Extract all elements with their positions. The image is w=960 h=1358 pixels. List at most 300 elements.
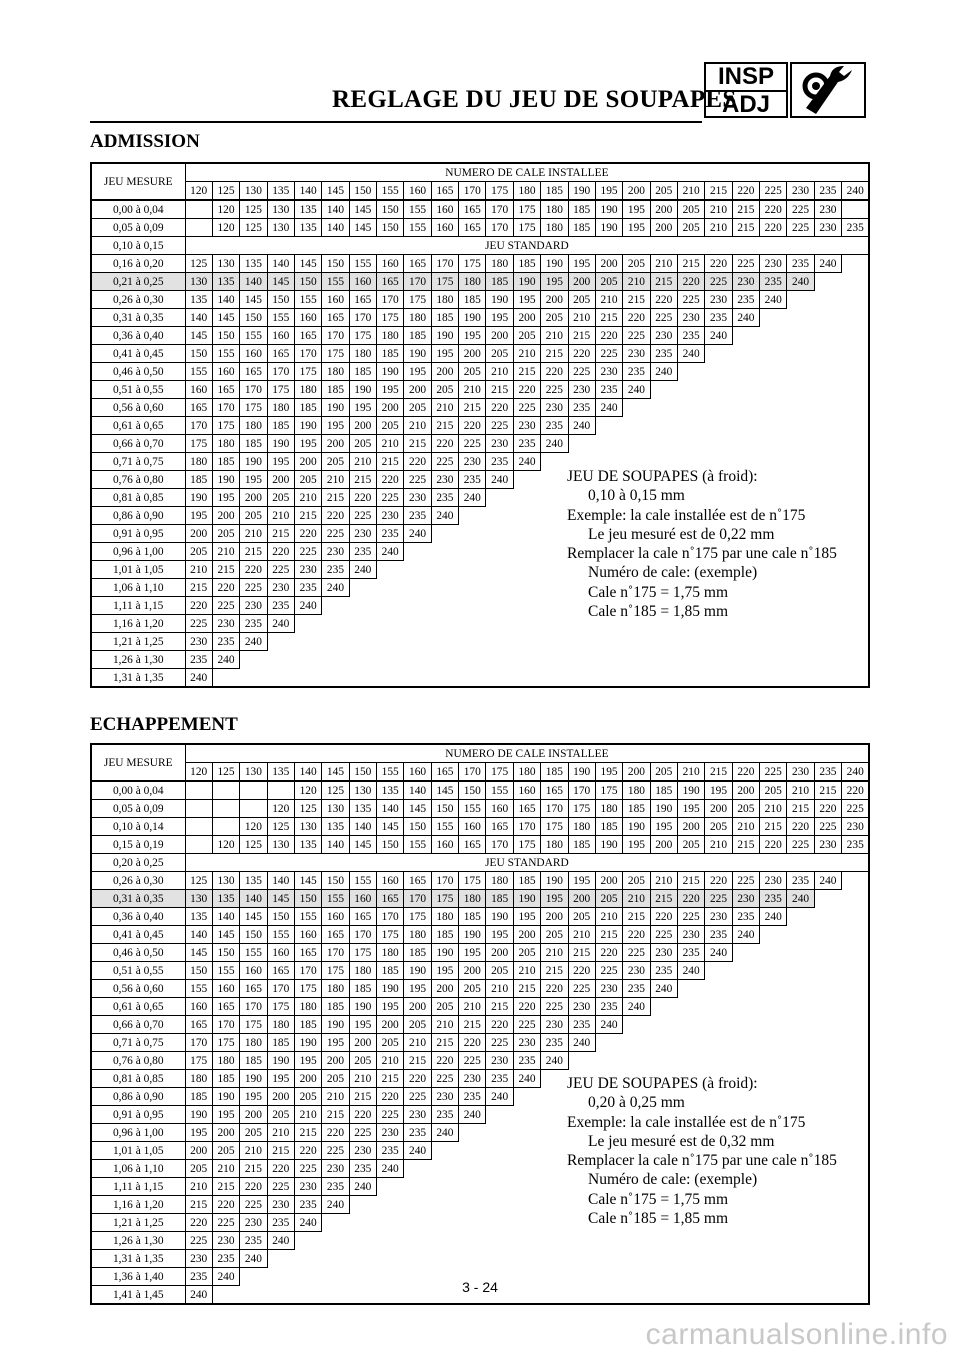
table-row bbox=[91, 651, 869, 669]
shim-value: 160 bbox=[377, 255, 404, 273]
table-row bbox=[91, 1034, 869, 1052]
shim-value: 225 bbox=[212, 597, 239, 615]
empty-cell bbox=[842, 1142, 870, 1160]
empty-cell bbox=[486, 633, 513, 651]
shim-value: 235 bbox=[377, 525, 404, 543]
shim-value: 235 bbox=[486, 1070, 513, 1088]
clearance-range: 0,31 à 0,35 bbox=[91, 309, 185, 327]
shim-value: 145 bbox=[404, 800, 431, 818]
table-row bbox=[91, 327, 869, 345]
empty-cell bbox=[842, 381, 870, 399]
shim-value: 190 bbox=[431, 327, 458, 345]
shim-number-header: 210 bbox=[677, 182, 704, 201]
shim-value: 235 bbox=[513, 435, 540, 453]
shim-value: 240 bbox=[349, 1178, 376, 1196]
empty-cell bbox=[760, 345, 787, 363]
empty-cell bbox=[814, 651, 841, 669]
shim-value: 235 bbox=[705, 309, 732, 327]
table-row bbox=[91, 363, 869, 381]
empty-cell bbox=[842, 1178, 870, 1196]
shim-value: 220 bbox=[677, 890, 704, 908]
empty-cell bbox=[787, 345, 814, 363]
shim-value: 240 bbox=[486, 471, 513, 489]
empty-cell bbox=[814, 363, 841, 381]
shim-value: 175 bbox=[459, 255, 486, 273]
shim-value: 185 bbox=[568, 200, 595, 219]
shim-value: 205 bbox=[322, 1070, 349, 1088]
shim-value: 240 bbox=[814, 872, 841, 890]
empty-cell bbox=[513, 597, 540, 615]
shim-value: 190 bbox=[459, 309, 486, 327]
shim-value: 170 bbox=[431, 872, 458, 890]
shim-value: 225 bbox=[185, 615, 212, 633]
shim-value: 205 bbox=[431, 381, 458, 399]
shim-value: 190 bbox=[185, 1106, 212, 1124]
shim-value: 150 bbox=[240, 926, 267, 944]
shim-value: 120 bbox=[240, 818, 267, 836]
empty-cell bbox=[814, 327, 841, 345]
clearance-range: 1,06 à 1,10 bbox=[91, 1160, 185, 1178]
clearance-range: 0,00 à 0,04 bbox=[91, 781, 185, 800]
shim-value: 215 bbox=[595, 309, 622, 327]
empty-cell bbox=[459, 651, 486, 669]
empty-cell bbox=[185, 800, 212, 818]
shim-value: 170 bbox=[513, 818, 540, 836]
shim-value: 180 bbox=[267, 399, 294, 417]
empty-cell bbox=[787, 669, 814, 688]
empty-cell bbox=[513, 1124, 540, 1142]
empty-cell bbox=[842, 908, 870, 926]
empty-cell bbox=[787, 998, 814, 1016]
empty-cell bbox=[842, 669, 870, 688]
shim-value: 220 bbox=[486, 1016, 513, 1034]
shim-value: 205 bbox=[377, 417, 404, 435]
empty-cell bbox=[459, 1232, 486, 1250]
shim-value: 230 bbox=[650, 327, 677, 345]
shim-value: 215 bbox=[377, 1070, 404, 1088]
empty-cell bbox=[541, 1142, 568, 1160]
shim-value: 215 bbox=[212, 561, 239, 579]
empty-cell bbox=[842, 579, 870, 597]
clearance-range: 1,31 à 1,35 bbox=[91, 1250, 185, 1268]
shim-value: 235 bbox=[459, 1088, 486, 1106]
shim-value: 190 bbox=[240, 453, 267, 471]
shim-number-header: 230 bbox=[787, 182, 814, 201]
shim-number-header: 150 bbox=[349, 182, 376, 201]
table-row bbox=[91, 944, 869, 962]
shim-value: 190 bbox=[541, 255, 568, 273]
shim-value: 155 bbox=[404, 836, 431, 854]
page-number: 3 - 24 bbox=[462, 1279, 498, 1295]
shim-value: 155 bbox=[349, 255, 376, 273]
shim-value: 195 bbox=[431, 962, 458, 980]
shim-value: 165 bbox=[459, 836, 486, 854]
empty-cell bbox=[459, 1214, 486, 1232]
shim-value: 205 bbox=[459, 363, 486, 381]
shim-value: 205 bbox=[212, 1142, 239, 1160]
shim-value: 160 bbox=[349, 273, 376, 291]
shim-value: 240 bbox=[705, 944, 732, 962]
empty-cell bbox=[650, 998, 677, 1016]
shim-value: 240 bbox=[185, 669, 212, 688]
shim-number-header: 195 bbox=[595, 182, 622, 201]
shim-value: 180 bbox=[377, 327, 404, 345]
shim-value: 190 bbox=[240, 1070, 267, 1088]
clearance-range: 0,66 à 0,70 bbox=[91, 435, 185, 453]
shim-number-header: 180 bbox=[513, 763, 540, 782]
note-line: 0,20 à 0,25 mm bbox=[588, 1094, 685, 1112]
empty-cell bbox=[541, 1160, 568, 1178]
empty-cell bbox=[677, 1232, 704, 1250]
clearance-range: 0,86 à 0,90 bbox=[91, 1088, 185, 1106]
empty-cell bbox=[431, 633, 458, 651]
shim-value: 170 bbox=[185, 417, 212, 435]
shim-value: 200 bbox=[431, 980, 458, 998]
empty-cell bbox=[842, 345, 870, 363]
shim-value: 200 bbox=[650, 200, 677, 219]
shim-value: 240 bbox=[568, 417, 595, 435]
empty-cell bbox=[459, 633, 486, 651]
empty-cell bbox=[787, 980, 814, 998]
shim-value: 215 bbox=[404, 1052, 431, 1070]
empty-cell bbox=[732, 435, 759, 453]
note-line: Cale n˚185 = 1,85 mm bbox=[588, 1210, 729, 1228]
shim-value: 205 bbox=[595, 890, 622, 908]
shim-value: 215 bbox=[760, 818, 787, 836]
empty-cell bbox=[322, 651, 349, 669]
shim-value: 195 bbox=[267, 453, 294, 471]
shim-value: 180 bbox=[240, 1034, 267, 1052]
shim-value: 135 bbox=[377, 781, 404, 800]
table-row bbox=[91, 219, 869, 237]
shim-number-header: 185 bbox=[541, 182, 568, 201]
shim-value: 205 bbox=[404, 399, 431, 417]
shim-value: 210 bbox=[650, 872, 677, 890]
shim-value: 220 bbox=[760, 200, 787, 219]
clearance-range: 0,46 à 0,50 bbox=[91, 363, 185, 381]
note-line: Remplacer la cale n˚175 par une cale n˚185 bbox=[567, 545, 837, 563]
shim-value: 215 bbox=[623, 291, 650, 309]
shim-value: 195 bbox=[349, 399, 376, 417]
shim-value: 230 bbox=[349, 1142, 376, 1160]
shim-value: 240 bbox=[705, 327, 732, 345]
shim-value: 185 bbox=[568, 219, 595, 237]
shim-value: 155 bbox=[431, 818, 458, 836]
clearance-range: 1,26 à 1,30 bbox=[91, 1232, 185, 1250]
empty-cell bbox=[459, 543, 486, 561]
shim-value: 150 bbox=[212, 944, 239, 962]
shim-value: 195 bbox=[650, 818, 677, 836]
empty-cell bbox=[349, 1196, 376, 1214]
shim-value: 220 bbox=[322, 1124, 349, 1142]
empty-cell bbox=[595, 651, 622, 669]
shim-value: 225 bbox=[322, 525, 349, 543]
empty-cell bbox=[568, 651, 595, 669]
clearance-range: 1,11 à 1,15 bbox=[91, 1178, 185, 1196]
empty-cell bbox=[541, 471, 568, 489]
shim-value: 235 bbox=[185, 651, 212, 669]
shim-value: 230 bbox=[459, 453, 486, 471]
shim-value: 190 bbox=[404, 962, 431, 980]
shim-value: 235 bbox=[294, 579, 321, 597]
shim-value: 200 bbox=[322, 1052, 349, 1070]
empty-cell bbox=[677, 417, 704, 435]
shim-value: 175 bbox=[595, 781, 622, 800]
empty-cell bbox=[513, 507, 540, 525]
shim-value: 235 bbox=[705, 926, 732, 944]
shim-value: 185 bbox=[240, 435, 267, 453]
table-row bbox=[91, 998, 869, 1016]
shim-value: 165 bbox=[349, 908, 376, 926]
shim-value: 190 bbox=[513, 890, 540, 908]
shim-value: 175 bbox=[404, 908, 431, 926]
empty-cell bbox=[787, 363, 814, 381]
shim-value: 205 bbox=[431, 998, 458, 1016]
empty-cell bbox=[267, 633, 294, 651]
empty-cell bbox=[459, 579, 486, 597]
table-row bbox=[91, 633, 869, 651]
shim-value: 165 bbox=[322, 309, 349, 327]
shim-value: 165 bbox=[541, 781, 568, 800]
shim-value: 235 bbox=[677, 944, 704, 962]
empty-cell bbox=[705, 1232, 732, 1250]
shim-value: 145 bbox=[240, 908, 267, 926]
table-row bbox=[91, 273, 869, 291]
shim-number-header: 150 bbox=[349, 763, 376, 782]
empty-cell bbox=[294, 1232, 321, 1250]
shim-value: 225 bbox=[431, 1070, 458, 1088]
shim-value: 210 bbox=[595, 291, 622, 309]
empty-cell bbox=[431, 669, 458, 688]
shim-value: 205 bbox=[513, 944, 540, 962]
shim-value: 230 bbox=[595, 980, 622, 998]
shim-value: 145 bbox=[294, 255, 321, 273]
empty-cell bbox=[513, 543, 540, 561]
empty-cell bbox=[486, 1124, 513, 1142]
shim-value: 235 bbox=[787, 255, 814, 273]
shim-value: 165 bbox=[404, 255, 431, 273]
clearance-range: 0,96 à 1,00 bbox=[91, 543, 185, 561]
empty-cell bbox=[677, 980, 704, 998]
empty-cell bbox=[842, 1214, 870, 1232]
shim-value: 240 bbox=[541, 435, 568, 453]
shim-value: 240 bbox=[623, 998, 650, 1016]
shim-value: 215 bbox=[267, 1142, 294, 1160]
shim-value: 230 bbox=[486, 435, 513, 453]
shim-value: 235 bbox=[595, 998, 622, 1016]
empty-cell bbox=[842, 615, 870, 633]
empty-cell bbox=[267, 651, 294, 669]
empty-cell bbox=[431, 615, 458, 633]
empty-cell bbox=[240, 669, 267, 688]
shim-value: 195 bbox=[705, 781, 732, 800]
shim-value: 230 bbox=[623, 962, 650, 980]
empty-cell bbox=[377, 1178, 404, 1196]
shim-value: 170 bbox=[431, 255, 458, 273]
shim-value: 145 bbox=[349, 219, 376, 237]
clearance-range: 0,81 à 0,85 bbox=[91, 1070, 185, 1088]
shim-value: 170 bbox=[349, 926, 376, 944]
shim-value: 160 bbox=[294, 926, 321, 944]
shim-value: 165 bbox=[185, 1016, 212, 1034]
shim-value: 195 bbox=[294, 1052, 321, 1070]
shim-value: 135 bbox=[212, 273, 239, 291]
shim-value: 160 bbox=[431, 200, 458, 219]
shim-value: 145 bbox=[267, 273, 294, 291]
shim-value: 175 bbox=[431, 890, 458, 908]
shim-value: 205 bbox=[240, 1124, 267, 1142]
empty-cell bbox=[760, 1034, 787, 1052]
shim-value: 195 bbox=[240, 1088, 267, 1106]
shim-value: 225 bbox=[787, 200, 814, 219]
shim-number-header: 165 bbox=[431, 182, 458, 201]
empty-cell bbox=[541, 1124, 568, 1142]
shim-value: 180 bbox=[349, 962, 376, 980]
shim-value: 210 bbox=[322, 471, 349, 489]
shim-value: 235 bbox=[322, 1178, 349, 1196]
shim-value: 205 bbox=[486, 345, 513, 363]
shim-value: 120 bbox=[212, 836, 239, 854]
empty-cell bbox=[322, 669, 349, 688]
note-line: Le jeu mesuré est de 0,22 mm bbox=[588, 525, 775, 543]
empty-cell bbox=[650, 399, 677, 417]
empty-cell bbox=[459, 507, 486, 525]
empty-cell bbox=[294, 1250, 321, 1268]
shim-value: 205 bbox=[677, 200, 704, 219]
empty-cell bbox=[842, 471, 870, 489]
shim-value: 230 bbox=[705, 908, 732, 926]
shim-value: 210 bbox=[486, 980, 513, 998]
empty-cell bbox=[431, 579, 458, 597]
shim-number-header: 235 bbox=[814, 182, 841, 201]
empty-cell bbox=[595, 669, 622, 688]
empty-cell bbox=[842, 255, 870, 273]
shim-value: 150 bbox=[459, 781, 486, 800]
shim-value: 235 bbox=[322, 561, 349, 579]
header-row bbox=[91, 163, 869, 182]
shim-value: 205 bbox=[732, 800, 759, 818]
shim-value: 215 bbox=[322, 489, 349, 507]
shim-value: 225 bbox=[541, 998, 568, 1016]
shim-value: 175 bbox=[349, 327, 376, 345]
clearance-range: 0,71 à 0,75 bbox=[91, 1034, 185, 1052]
empty-cell bbox=[842, 890, 870, 908]
shim-value: 195 bbox=[377, 998, 404, 1016]
shim-value: 195 bbox=[677, 800, 704, 818]
empty-cell bbox=[541, 453, 568, 471]
shim-value: 200 bbox=[705, 800, 732, 818]
empty-cell bbox=[650, 633, 677, 651]
shim-value: 225 bbox=[349, 1124, 376, 1142]
empty-cell bbox=[814, 1250, 841, 1268]
shim-value: 125 bbox=[240, 200, 267, 219]
clearance-range: 1,41 à 1,45 bbox=[91, 1286, 185, 1305]
shim-value: 215 bbox=[595, 926, 622, 944]
empty-cell bbox=[732, 363, 759, 381]
shim-value: 195 bbox=[322, 1034, 349, 1052]
shim-value: 205 bbox=[568, 908, 595, 926]
shim-number-header: 145 bbox=[322, 763, 349, 782]
empty-cell bbox=[541, 543, 568, 561]
empty-cell bbox=[787, 944, 814, 962]
empty-cell bbox=[595, 633, 622, 651]
empty-cell bbox=[787, 291, 814, 309]
shim-value: 210 bbox=[431, 1016, 458, 1034]
shim-value: 240 bbox=[787, 890, 814, 908]
empty-cell bbox=[294, 633, 321, 651]
empty-cell bbox=[541, 597, 568, 615]
shim-value: 205 bbox=[212, 525, 239, 543]
shim-value: 170 bbox=[404, 273, 431, 291]
shim-value: 195 bbox=[267, 1070, 294, 1088]
shim-value: 180 bbox=[212, 1052, 239, 1070]
shim-value: 230 bbox=[623, 345, 650, 363]
shim-value: 200 bbox=[541, 291, 568, 309]
shim-value: 210 bbox=[459, 998, 486, 1016]
shim-value: 145 bbox=[185, 327, 212, 345]
clearance-range: 0,66 à 0,70 bbox=[91, 1016, 185, 1034]
empty-cell bbox=[732, 399, 759, 417]
shim-value: 140 bbox=[267, 255, 294, 273]
empty-cell bbox=[212, 781, 239, 800]
shim-value: 160 bbox=[322, 291, 349, 309]
empty-cell bbox=[814, 309, 841, 327]
empty-cell bbox=[760, 669, 787, 688]
shim-value: 155 bbox=[486, 781, 513, 800]
shim-value: 240 bbox=[568, 1034, 595, 1052]
empty-cell bbox=[513, 1142, 540, 1160]
shim-value: 165 bbox=[513, 800, 540, 818]
empty-cell bbox=[541, 651, 568, 669]
shim-value: 205 bbox=[623, 255, 650, 273]
table-row bbox=[91, 781, 869, 800]
shim-value: 210 bbox=[349, 1070, 376, 1088]
empty-cell bbox=[677, 633, 704, 651]
shim-value: 205 bbox=[513, 327, 540, 345]
shim-value: 165 bbox=[240, 363, 267, 381]
shim-value: 150 bbox=[267, 908, 294, 926]
empty-cell bbox=[404, 579, 431, 597]
empty-cell bbox=[541, 489, 568, 507]
shim-value: 195 bbox=[459, 944, 486, 962]
empty-cell bbox=[513, 579, 540, 597]
empty-cell bbox=[787, 435, 814, 453]
shim-number-header: 130 bbox=[240, 763, 267, 782]
shim-value: 220 bbox=[240, 1178, 267, 1196]
empty-cell bbox=[267, 1250, 294, 1268]
shim-value: 240 bbox=[185, 1286, 212, 1305]
shim-value: 190 bbox=[650, 800, 677, 818]
empty-cell bbox=[294, 615, 321, 633]
shim-value: 235 bbox=[212, 633, 239, 651]
shim-value: 180 bbox=[595, 800, 622, 818]
shim-value: 195 bbox=[377, 381, 404, 399]
empty-cell bbox=[267, 781, 294, 800]
empty-cell bbox=[513, 1160, 540, 1178]
shim-value: 180 bbox=[541, 219, 568, 237]
shim-value: 230 bbox=[513, 1034, 540, 1052]
shim-value: 225 bbox=[294, 543, 321, 561]
shim-value: 225 bbox=[595, 345, 622, 363]
badge-adj: ADJ bbox=[721, 91, 770, 118]
shim-value: 195 bbox=[404, 363, 431, 381]
shim-value: 230 bbox=[322, 543, 349, 561]
empty-cell bbox=[513, 525, 540, 543]
shim-value: 200 bbox=[267, 1088, 294, 1106]
empty-cell bbox=[595, 417, 622, 435]
empty-cell bbox=[212, 800, 239, 818]
shim-value: 225 bbox=[595, 962, 622, 980]
